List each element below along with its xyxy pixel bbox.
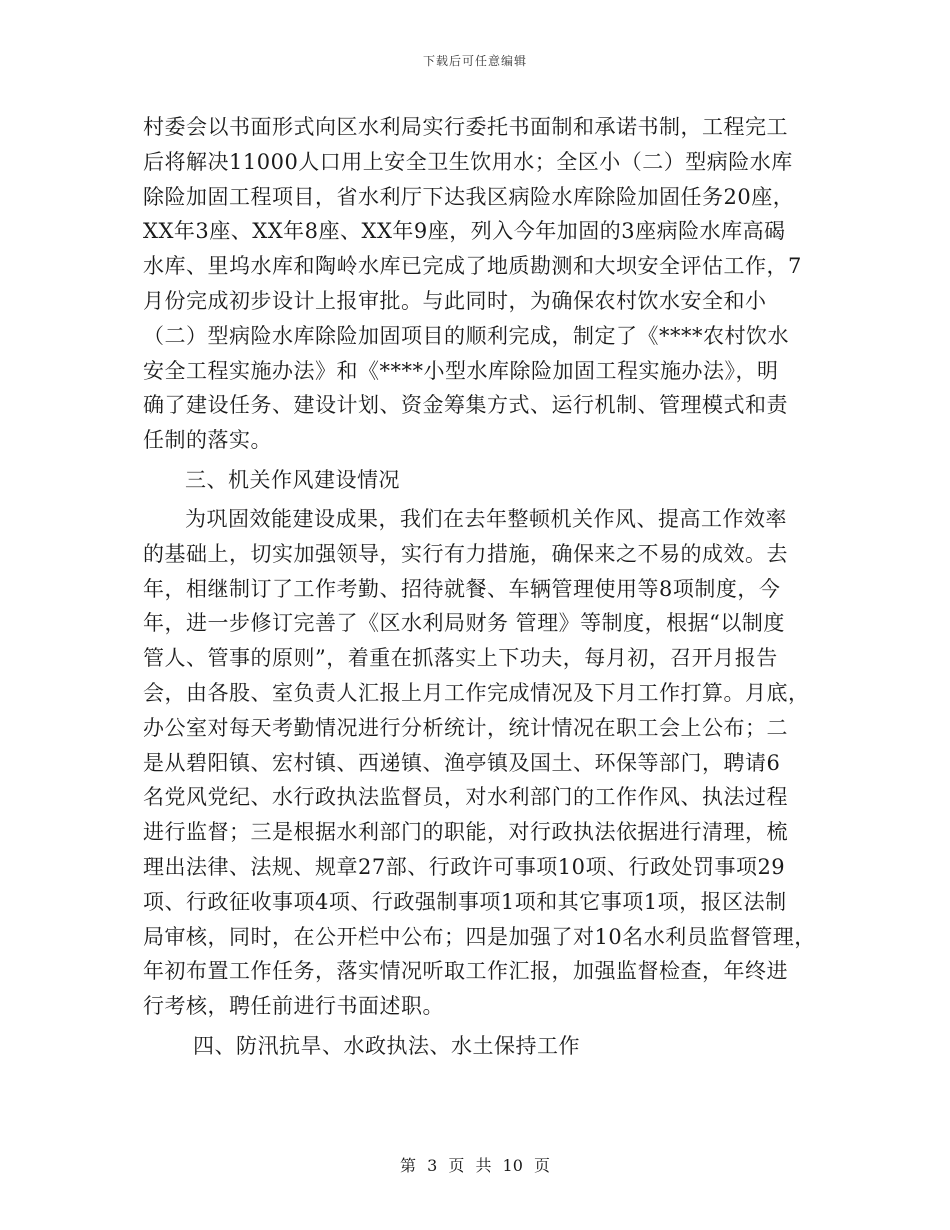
body-line: 任制的落实。	[143, 428, 272, 453]
paragraph-line: 会，由各股、室负责人汇报上月工作完成情况及下月工作打算。月底，	[143, 680, 810, 705]
body-line: 水库、里坞水库和陶岭水库已完成了地质勘测和大坝安全评估工作，7	[143, 254, 802, 279]
paragraph-line: 年，相继制订了工作考勤、招待就餐、车辆管理使用等8项制度，今	[143, 576, 781, 601]
body-line: 安全工程实施办法》和《****小型水库除险加固工程实施办法》，明	[143, 358, 779, 383]
body-line: （二）型病险水库除险加固项目的顺利完成，制定了《****农村饮水	[143, 323, 789, 348]
paragraph-line: 年，进一步修订完善了《区水利局财务 管理》等制度，根据“以制度	[143, 611, 785, 636]
document-body	[143, 110, 815, 1068]
section-heading-3: 三、机关作风建设情况	[185, 467, 400, 492]
paragraph-line: 局审核，同时，在公开栏中公布；四是加强了对10名水利员监督管理，	[143, 924, 816, 949]
paragraph-line: 的基础上，切实加强领导，实行有力措施，确保来之不易的成效。去	[143, 541, 788, 566]
paragraph-line: 为巩固效能建设成果，我们在去年整顿机关作风、提高工作效率	[185, 506, 787, 531]
body-line: 后将解决11000人口用上安全卫生饮用水；全区小（二）型病险水库	[143, 149, 793, 174]
section-heading-4: 四、防汛抗旱、水政执法、水土保持工作	[193, 1033, 580, 1058]
paragraph-line: 年初布置工作任务，落实情况听取工作汇报，加强监督检查，年终进	[143, 959, 788, 984]
body-line: XX年3座、XX年8座、XX年9座，列入今年加固的3座病险水库高碣	[143, 219, 786, 244]
body-line: 确了建设任务、建设计划、资金筹集方式、运行机制、管理模式和责	[143, 393, 788, 418]
paragraph-line: 办公室对每天考勤情况进行分析统计，统计情况在职工会上公布；二	[143, 715, 788, 740]
paragraph-line: 项、行政征收事项4项、行政强制事项1项和其它事项1项，报区法制	[143, 889, 787, 914]
body-line: 村委会以书面形式向区水利局实行委托书面制和承诺书制，工程完工	[143, 115, 788, 139]
paragraph-line: 行考核，聘任前进行书面述职。	[143, 994, 444, 1019]
paragraph-line: 理出法律、法规、规章27部、行政许可事项10项、行政处罚事项29	[143, 854, 786, 879]
paragraph-line: 进行监督；三是根据水利部门的职能，对行政执法依据进行清理，梳	[143, 820, 788, 845]
paragraph-line: 名党风党纪、水行政执法监督员，对水利部门的工作作风、执法过程	[143, 785, 788, 810]
paragraph-line: 管人、管事的原则”，着重在抓落实上下功夫，每月初，召开月报告	[143, 646, 778, 671]
body-line: 月份完成初步设计上报审批。与此同时，为确保农村饮水安全和小	[143, 288, 767, 313]
page-header: 下载后可任意编辑	[422, 54, 527, 68]
body-line: 除险加固工程项目，省水利厅下达我区病险水库除险加固任务20座，	[143, 184, 795, 209]
paragraph-line: 是从碧阳镇、宏村镇、西递镇、渔亭镇及国土、环保等部门，聘请6	[143, 750, 781, 775]
page-number: 第 3 页 共 10 页	[400, 1156, 550, 1175]
